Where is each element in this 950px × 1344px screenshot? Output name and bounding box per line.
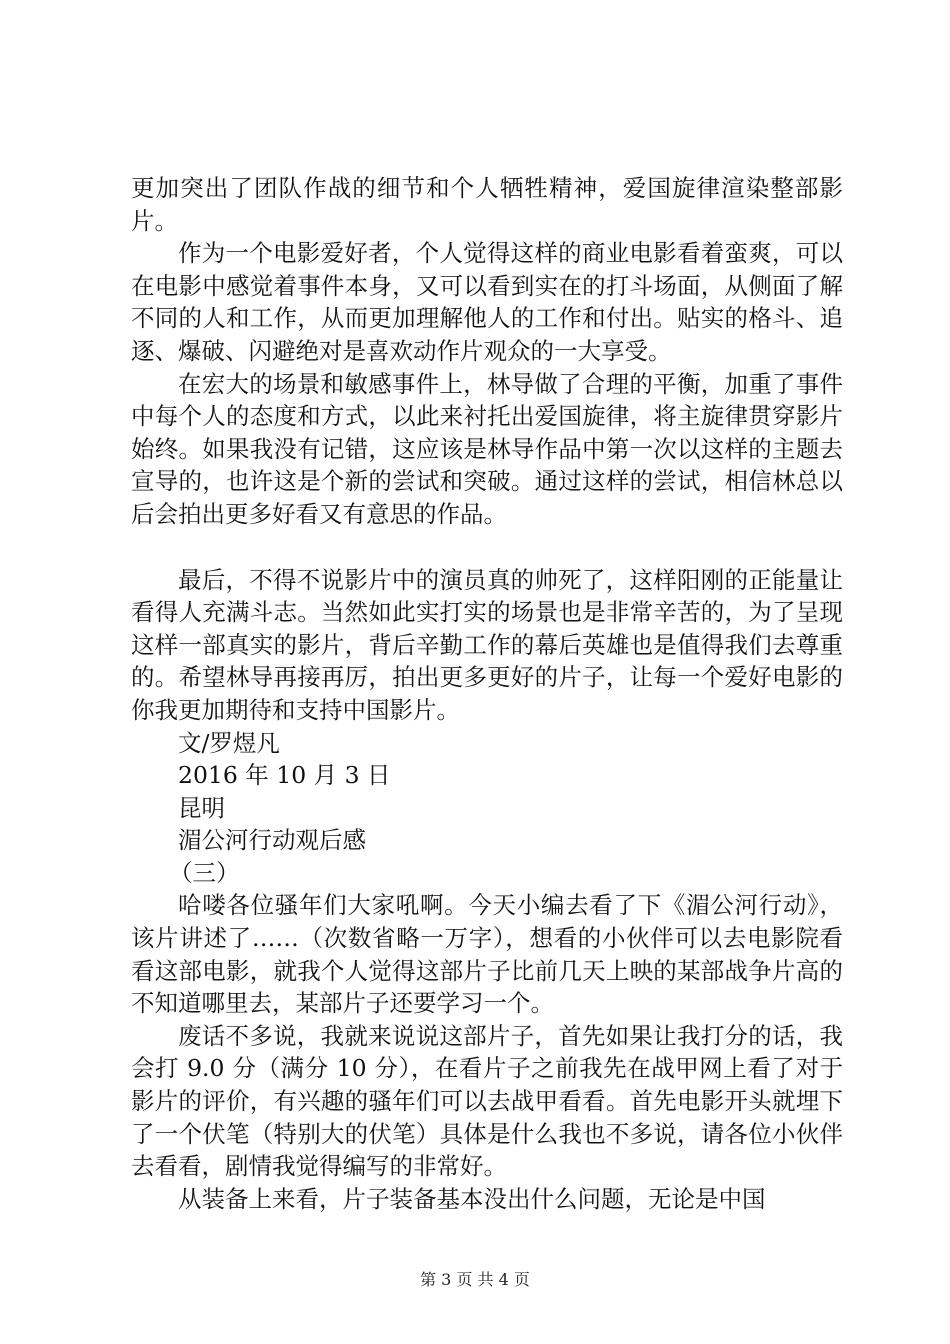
section-number: （三）	[169, 858, 240, 887]
date-line: 2016 年 10 月 3 日	[178, 761, 391, 790]
paragraph-7: 从装备上来看，片子装备基本没出什么问题，无论是中国	[178, 1184, 766, 1213]
paragraph-5: 哈喽各位骚年们大家吼啊。今天小编去看了下《湄公河行动》，该片讲述了……（次数省略一万字），想看的小伙伴可以去电影院看看这部电影，就我个人觉得这部片子比前几天上映的某部战争片高的不知道哪里去，某部片子还要学习一个。	[131, 891, 843, 1018]
paragraph-1: 更加突出了团队作战的细节和个人牺牲精神，爱国旋律渲染整部影片。	[131, 174, 843, 235]
page-footer: 第 3 页 共 4 页	[420, 1270, 530, 1289]
article-title: 湄公河行动观后感	[178, 826, 366, 855]
place-line: 昆明	[178, 793, 225, 822]
paragraph-4: 最后，不得不说影片中的演员真的帅死了，这样阳刚的正能量让看得人充满斗志。当然如此实打实的场景也是非常辛苦的，为了呈现这样一部真实的影片，背后辛勤工作的幕后英雄也是值得我们去尊重的。希望林导再接再厉，拍出更多更好的片子，让每一个爱好电影的你我更加期待和支持中国影片。	[131, 565, 843, 724]
paragraph-gap	[131, 531, 843, 564]
author-line: 文/罗煜凡	[178, 728, 280, 757]
document-body	[131, 172, 843, 1215]
paragraph-6: 废话不多说，我就来说说这部片子，首先如果让我打分的话，我会打 9.0 分（满分 10 分），在看片子之前我先在战甲网上看了对于影片的评价，有兴趣的骚年们可以去战甲看看。首先电影开头就埋下了一个伏笔（特别大的伏笔）具体是什么我也不多说，请各位小伙伴去看看，剧情我觉得编写的非常好。	[131, 1021, 843, 1181]
paragraph-3: 在宏大的场景和敏感事件上，林导做了合理的平衡，加重了事件中每个人的态度和方式，以此来衬托出爱国旋律，将主旋律贯穿影片始终。如果我没有记错，这应该是林导作品中第一次以这样的主题去宣导的，也许这是个新的尝试和突破。通过这样的尝试，相信林总以后会拍出更多好看又有意思的作品。	[131, 369, 843, 528]
paragraph-2: 作为一个电影爱好者，个人觉得这样的商业电影看着蛮爽，可以在电影中感觉着事件本身，又可以看到实在的打斗场面，从侧面了解不同的人和工作，从而更加理解他人的工作和付出。贴实的格斗、追逐、爆破、闪避绝对是喜欢动作片观众的一大享受。	[131, 239, 843, 365]
